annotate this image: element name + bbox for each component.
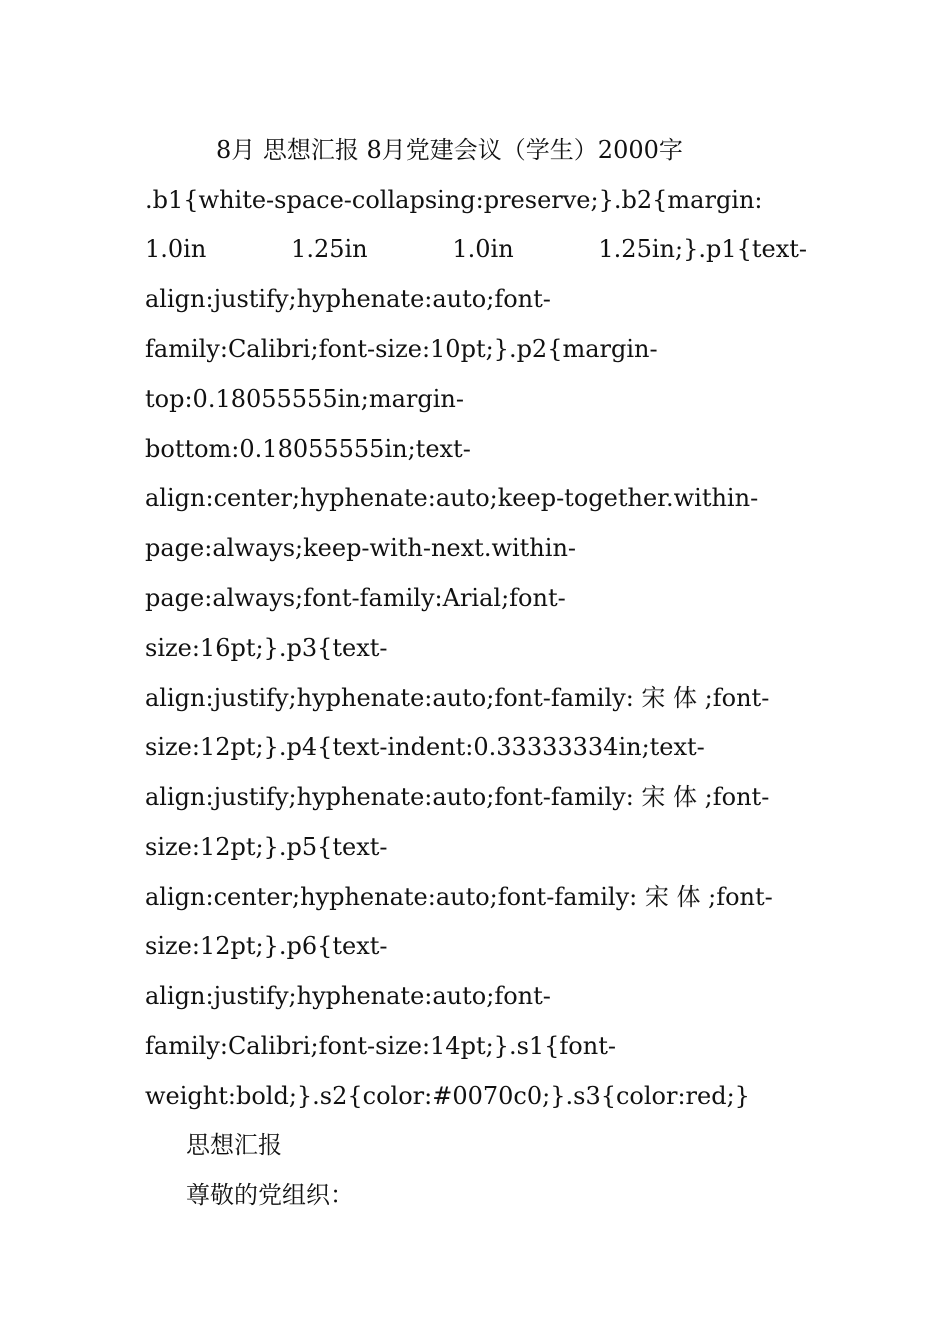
css-text-segment: 1.0in bbox=[452, 235, 514, 263]
css-text-line: align:justify;hyphenate:auto;font-family: 宋 体 ;font- bbox=[145, 684, 770, 712]
css-text-segment: 1.25in bbox=[291, 235, 368, 263]
css-text-line: .b1{white-space-collapsing:preserve;}.b2{margin: bbox=[145, 186, 763, 214]
css-text-line: size:12pt;}.p4{text-indent:0.33333334in;text- bbox=[145, 733, 705, 761]
css-text-line: align:justify;hyphenate:auto;font- bbox=[145, 982, 551, 1010]
css-text-line: align:justify;hyphenate:auto;font-family: 宋 体 ;font- bbox=[145, 783, 770, 811]
css-text-line: size:12pt;}.p6{text- bbox=[145, 932, 388, 960]
css-text-line: top:0.18055555in;margin- bbox=[145, 385, 464, 413]
css-text-line: align:justify;hyphenate:auto;font- bbox=[145, 285, 551, 313]
css-text-line: family:Calibri;font-size:14pt;}.s1{font- bbox=[145, 1032, 616, 1060]
salutation: 尊敬的党组织： bbox=[186, 1181, 354, 1209]
css-text-line: align:center;hyphenate:auto;font-family: 宋 体 ;font- bbox=[145, 883, 773, 911]
css-text-line: size:16pt;}.p3{text- bbox=[145, 634, 388, 662]
css-text-line: page:always;font-family:Arial;font- bbox=[145, 584, 566, 612]
css-text-line: family:Calibri;font-size:10pt;}.p2{margin- bbox=[145, 335, 658, 363]
css-text-segment: 1.25in;}.p1{text- bbox=[598, 235, 807, 263]
document-title: 8月 思想汇报 8月党建会议（学生）2000字 bbox=[216, 136, 683, 164]
css-text-line: weight:bold;}.s2{color:#0070c0;}.s3{color:red;} bbox=[145, 1082, 750, 1110]
css-text-line: size:12pt;}.p5{text- bbox=[145, 833, 388, 861]
css-text-line: page:always;keep-with-next.within- bbox=[145, 534, 577, 562]
css-text-line-spread bbox=[145, 232, 807, 266]
css-text-line: align:center;hyphenate:auto;keep-together.within- bbox=[145, 484, 759, 512]
css-text-line: bottom:0.18055555in;text- bbox=[145, 435, 471, 463]
css-text-segment: 1.0in bbox=[145, 235, 207, 263]
section-heading: 思想汇报 bbox=[186, 1131, 282, 1159]
